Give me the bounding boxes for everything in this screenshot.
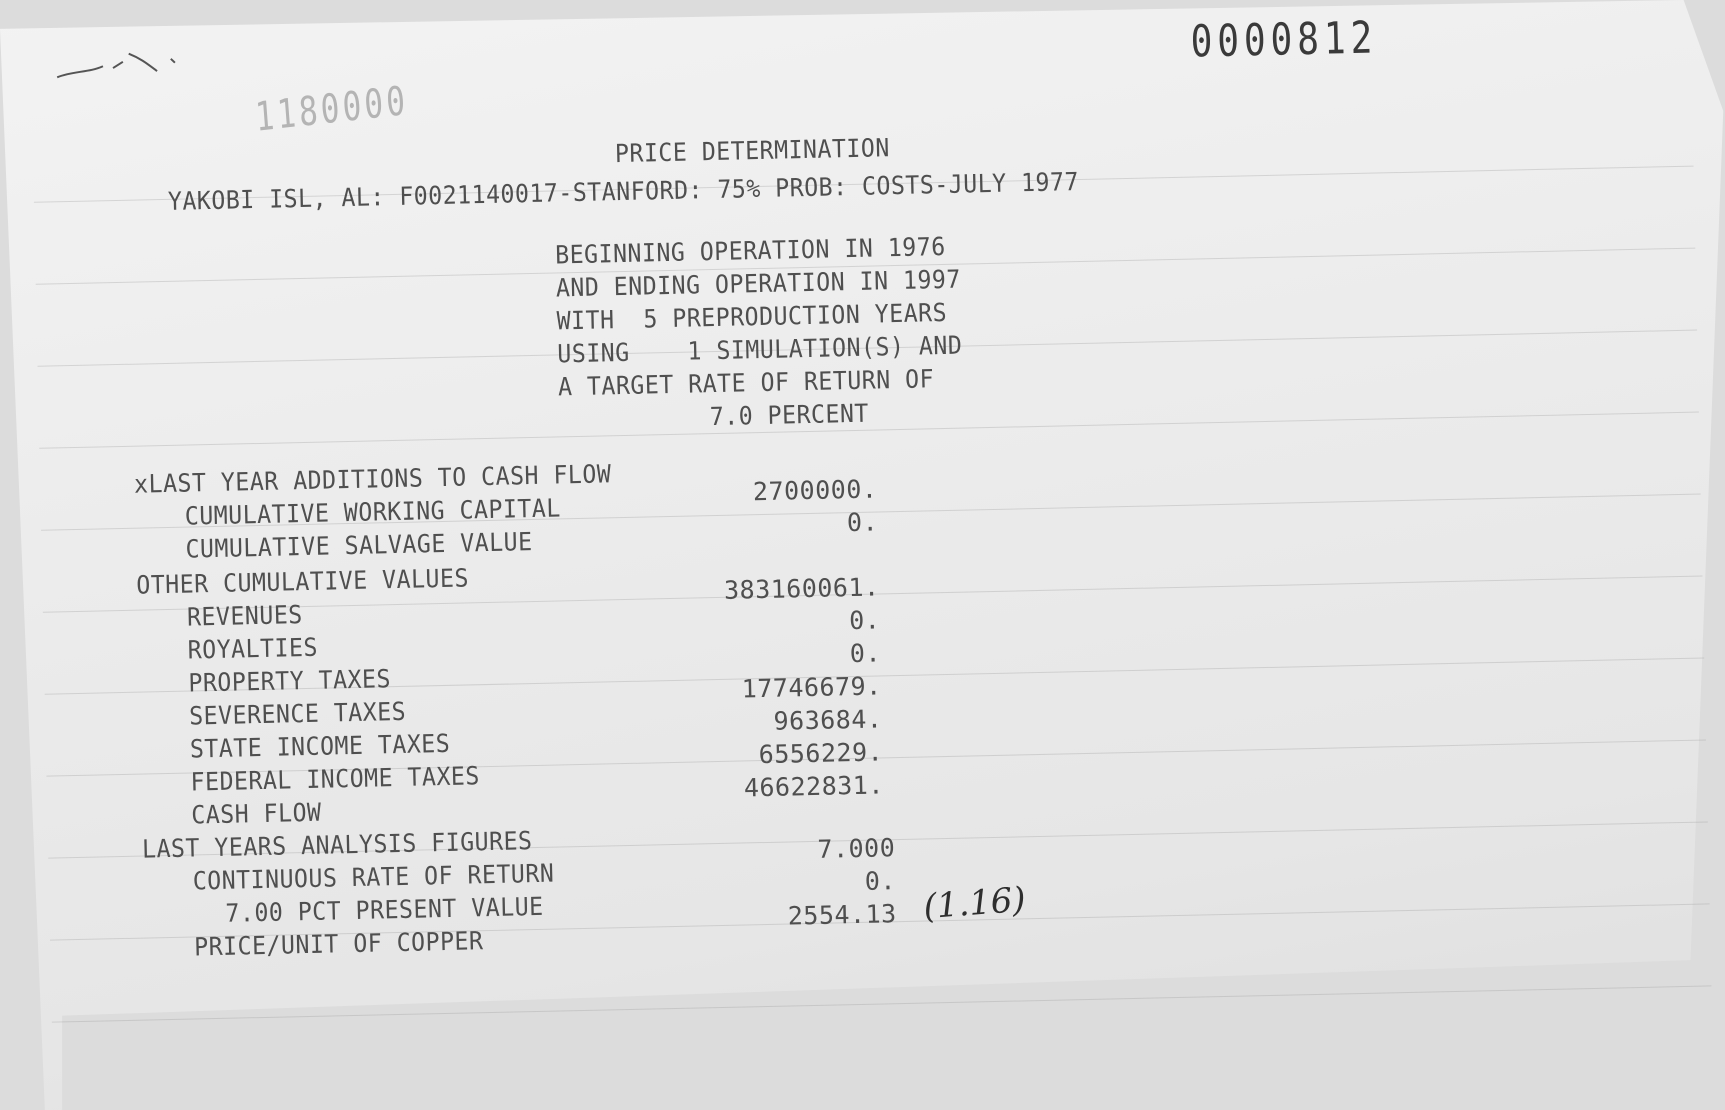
row-value: 46622831. [743,770,885,803]
row-label: PROPERTY TAXES [188,664,392,698]
row-value: 0. [864,866,897,896]
parameter-line: USING 1 SIMULATION(S) AND [557,330,963,369]
row-value: 0. [848,605,881,636]
parameter-line: WITH 5 PREPRODUCTION YEARS [556,297,948,336]
row-value: 6556229. [758,737,884,770]
row-value: 7.000 [817,833,896,864]
page-subtitle: YAKOBI ISL, AL: F0021140017-STANFORD: 75% PROB: COSTS-JULY 1977 [167,167,1080,216]
row-label: CUMULATIVE WORKING CAPITAL [184,493,562,531]
row-value: 963684. [773,704,883,736]
row-value: 2554.13 [787,899,897,931]
row-label: CUMULATIVE SALVAGE VALUE [185,527,533,564]
row-label: ROYALTIES [187,632,319,665]
section-heading: OTHER CUMULATIVE VALUES [135,563,470,600]
parameter-line: A TARGET RATE OF RETURN OF [557,364,935,402]
row-value: 2700000. [752,474,878,507]
paper-rule [52,985,1712,1022]
row-value: 17746679. [741,671,882,704]
pen-mark-scribble [52,34,193,87]
row-label: 7.00 PCT PRESENT VALUE [225,891,544,928]
row-label: CASH FLOW [191,797,322,830]
parameter-line: BEGINNING OPERATION IN 1976 [554,231,946,270]
parameter-line: AND ENDING OPERATION IN 1997 [555,264,962,303]
row-label: FEDERAL INCOME TAXES [190,761,481,797]
row-label: PRICE/UNIT OF COPPER [193,926,484,962]
row-label: SEVERENCE TAXES [188,696,407,731]
row-value: 0. [846,507,879,538]
row-value: 383160061. [723,572,880,605]
row-label: STATE INCOME TAXES [189,728,451,764]
row-label: CONTINUOUS RATE OF RETURN [192,858,555,896]
paper-rule [39,412,1699,449]
page-title: PRICE DETERMINATION [614,133,891,169]
faded-stamp-number: 1180000 [253,77,410,141]
parameter-line: 7.0 PERCENT [709,398,870,432]
section-heading: LAST YEARS ANALYSIS FIGURES [141,826,533,864]
handwritten-annotation: (1.16) [922,879,1028,928]
row-label: REVENUES [186,600,304,632]
row-value: 0. [849,638,882,669]
section-heading: xLAST YEAR ADDITIONS TO CASH FLOW [133,459,612,499]
document-number: 0000812 [1190,12,1378,68]
